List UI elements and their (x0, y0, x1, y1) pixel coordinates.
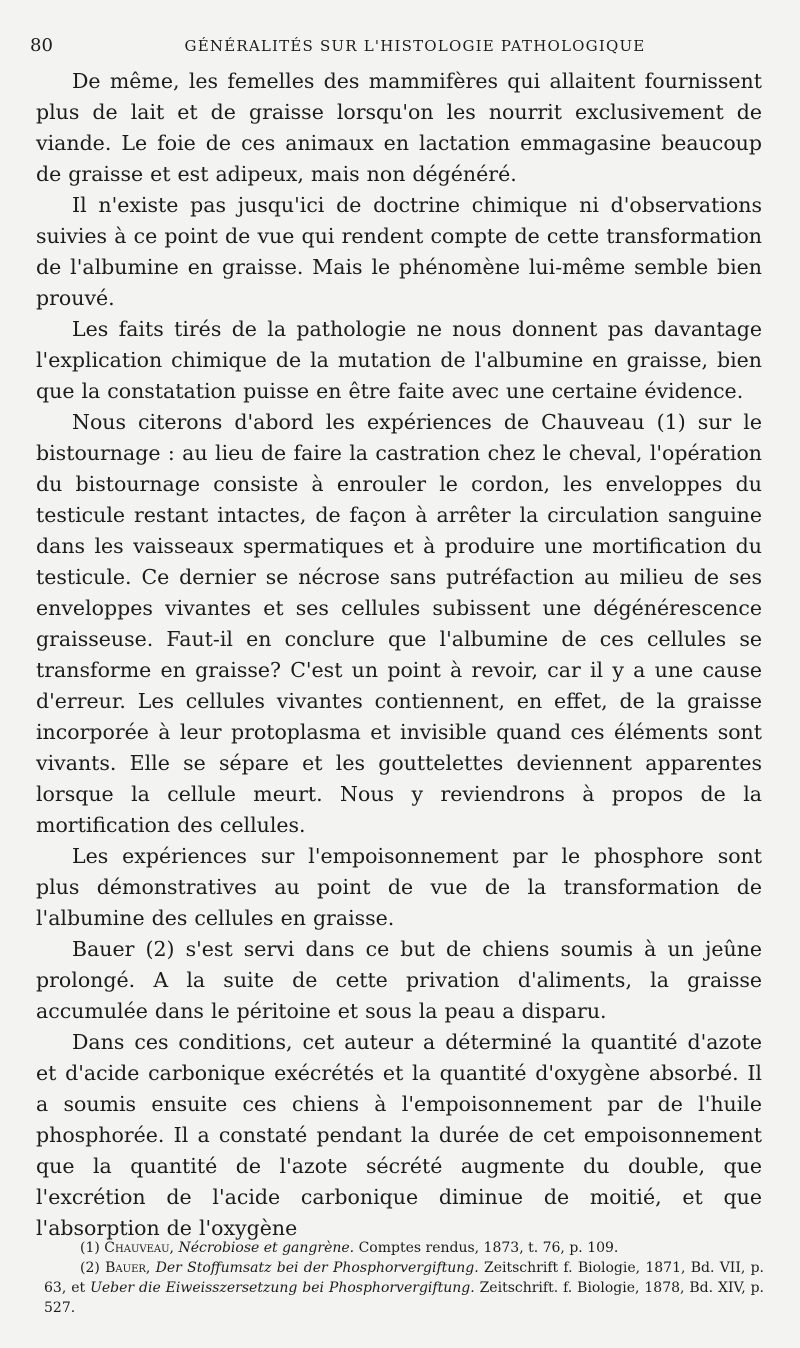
footnote-title: Der Stoffumsatz bei der Phosphorvergiftung. (155, 1260, 479, 1276)
running-title: GÉNÉRALITÉS SUR L'HISTOLOGIE PATHOLOGIQUE (184, 37, 646, 55)
paragraph: Nous citerons d'abord les expériences de Chauveau (1) sur le bistournage : au lieu de faire la castration chez le cheval, l'opération du bistournage consiste à enrouler le cordon, les enveloppes du testicule restant intactes, de façon à arrêter la circulation sanguine dans les vaisseaux spermatiques et à produire une mortification du testicule. Ce dernier se nécrose sans putréfaction au milieu de ses enveloppes vivantes et ses cellules subissent une dégénérescence graisseuse. Faut-il en conclure que l'albumine de ces cellules se transforme en graisse? C'est un point à revoir, car il y a une cause d'erreur. Les cellules vivantes contiennent, en effet, de la graisse incorporée à leur protoplasma et invisible quand ces éléments sont vivants. Elle se sépare et les gouttelettes deviennent apparentes lorsque la cellule meurt. Nous y reviendrons à propos de la mortification des cellules. (36, 410, 762, 837)
footnote (44, 1258, 764, 1318)
footnote-title: Ueber die Eiweisszersetzung bei Phosphorvergiftung. (90, 1280, 475, 1296)
paragraph: Bauer (2) s'est servi dans ce but de chiens soumis à un jeûne prolongé. A la suite de cette privation d'aliments, la graisse accumulée dans le péritoine et sous la peau a disparu. (36, 937, 762, 1023)
running-header (30, 32, 760, 60)
footnote-ref: (1) (80, 1240, 100, 1256)
paragraph: Les expériences sur l'empoisonnement par le phosphore sont plus démonstratives au point de vue de la transformation de l'albumine des cellules en graisse. (36, 844, 762, 930)
footnote-source: Zeitschrift f. Biologie, 1871, Bd. VII, p. 63, et (44, 1260, 765, 1296)
footnote-author: Bauer, (105, 1260, 151, 1276)
footnote-ref: (2) (80, 1260, 100, 1276)
paragraph: Les faits tirés de la pathologie ne nous donnent pas davantage l'explication chimique de la mutation de l'albumine en graisse, bien que la constatation puisse en être faite avec une certaine évidence. (36, 317, 762, 403)
footnote-title: Nécrobiose et gangrène. (178, 1240, 355, 1256)
footnotes (44, 1238, 764, 1318)
paragraph: De même, les femelles des mammifères qui allaitent fournissent plus de lait et de graisse lorsqu'on les nourrit exclusivement de viande. Le foie de ces animaux en lactation emmagasine beaucoup de graisse et est adipeux, mais non dégénéré. (36, 69, 762, 186)
body-text (36, 66, 762, 1244)
page-number: 80 (30, 35, 53, 56)
footnote-source: Comptes rendus, 1873, t. 76, p. 109. (358, 1240, 619, 1256)
paragraph: Il n'existe pas jusqu'ici de doctrine chimique ni d'observations suivies à ce point de vue qui rendent compte de cette transformation de l'albumine en graisse. Mais le phénomène lui-même semble bien prouvé. (36, 193, 762, 310)
footnote-author: Chauveau, (104, 1240, 174, 1256)
footnote-source: Zeitschrift. f. Biologie, 1878, Bd. XIV, p. 527. (44, 1280, 764, 1316)
footnote (44, 1238, 764, 1258)
paragraph: Dans ces conditions, cet auteur a déterminé la quantité d'azote et d'acide carbonique exécrétés et la quantité d'oxygène absorbé. Il a soumis ensuite ces chiens à l'empoisonnement par de l'huile phosphorée. Il a constaté pendant la durée de cet empoisonnement que la quantité de l'azote sécrété augmente du double, que l'excrétion de l'acide carbonique diminue de moitié, et que l'absorption de l'oxygène (36, 1030, 762, 1240)
